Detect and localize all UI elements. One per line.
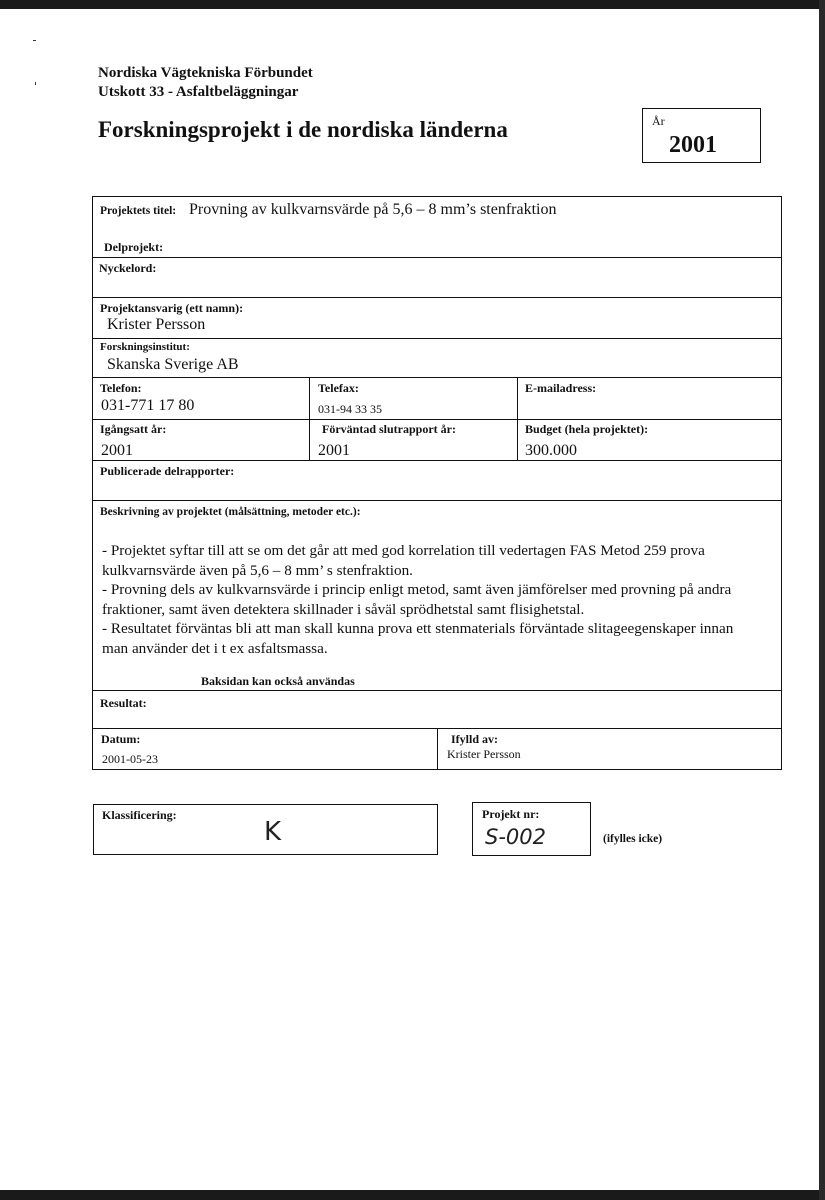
form-column-divider <box>437 728 438 770</box>
project-number-value: S-002 <box>485 825 546 849</box>
project-number-label: Projekt nr: <box>482 807 540 821</box>
description-text <box>102 541 762 659</box>
form-divider <box>92 500 782 501</box>
project-title-label: Projektets titel: <box>100 205 177 217</box>
form-divider <box>92 377 782 378</box>
result-label: Resultat: <box>100 696 147 710</box>
project-title-value: Provning av kulkvarnsvärde på 5,6 – 8 mm’s stenfraktion <box>189 201 557 218</box>
backside-note: Baksidan kan också användas <box>201 674 355 688</box>
scan-border-bottom <box>0 1190 825 1200</box>
responsible-value: Krister Persson <box>107 316 206 333</box>
published-label: Publicerade delrapporter: <box>100 464 235 478</box>
form-border-right <box>781 196 782 770</box>
started-label: Igångsatt år: <box>100 422 167 436</box>
final-report-value: 2001 <box>318 442 350 459</box>
form-border-top <box>92 196 782 197</box>
classification-label: Klassificering: <box>102 808 177 822</box>
not-filled-note: (ifylles icke) <box>603 833 663 845</box>
description-paragraph: - Resultatet förväntas bli att man skall kunna prova ett stenmaterials förväntade slitageegenskaper innan man använder det i t ex asfaltsmassa. <box>102 620 734 657</box>
fax-value: 031-94 33 35 <box>318 402 382 416</box>
phone-value: 031-771 17 80 <box>101 397 195 414</box>
institute-label: Forskningsinstitut: <box>100 341 190 353</box>
classification-value: K <box>264 817 282 847</box>
year-box <box>642 108 761 163</box>
description-paragraph: - Projektet syftar till att se om det går att med god korrelation till vedertagen FAS Metod 259 prova kulkvarnsvärde även på 5,6 – 8 mm’ s stenfraktion. <box>102 542 705 579</box>
form-column-divider <box>309 377 310 461</box>
institute-value: Skanska Sverige AB <box>107 356 239 373</box>
keywords-label: Nyckelord: <box>99 261 157 275</box>
org-name: Nordiska Vägtekniska Förbundet <box>98 65 313 81</box>
year-value: 2001 <box>669 132 717 158</box>
year-label: År <box>652 114 665 128</box>
page-title: Forskningsprojekt i de nordiska länderna <box>98 117 508 142</box>
fax-label: Telefax: <box>318 381 359 395</box>
classification-box <box>93 804 438 855</box>
form-divider <box>92 419 782 420</box>
form-divider <box>92 690 782 691</box>
scan-border-top <box>0 0 825 9</box>
budget-value: 300.000 <box>525 442 577 459</box>
description-label: Beskrivning av projektet (målsättning, metoder etc.): <box>100 506 361 518</box>
form-divider <box>92 257 782 258</box>
scan-border-right <box>819 0 825 1200</box>
scan-speck <box>33 40 36 41</box>
final-report-label: Förväntad slutrapport år: <box>322 422 456 436</box>
form-border-left <box>92 196 93 770</box>
scan-speck <box>35 82 36 85</box>
filled-by-value: Krister Persson <box>447 747 521 761</box>
date-label: Datum: <box>101 732 141 746</box>
subproject-label: Delprojekt: <box>104 240 164 254</box>
form-divider <box>92 338 782 339</box>
budget-label: Budget (hela projektet): <box>525 422 649 436</box>
committee-name: Utskott 33 - Asfaltbeläggningar <box>98 84 299 100</box>
email-label: E-mailadress: <box>525 381 597 395</box>
responsible-label: Projektansvarig (ett namn): <box>100 301 244 315</box>
form-divider <box>92 460 782 461</box>
description-paragraph: - Provning dels av kulkvarnsvärde i princip enligt metod, samt även jämförelser med provning på andra fraktioner, samt även detektera skillnader i såväl sprödhetstal samt flisighetstal. <box>102 581 732 618</box>
phone-label: Telefon: <box>100 381 142 395</box>
project-number-box <box>472 802 591 856</box>
form-column-divider <box>517 377 518 461</box>
date-value: 2001-05-23 <box>102 752 158 766</box>
started-value: 2001 <box>101 442 133 459</box>
form-divider <box>92 297 782 298</box>
filled-by-label: Ifylld av: <box>451 732 499 746</box>
